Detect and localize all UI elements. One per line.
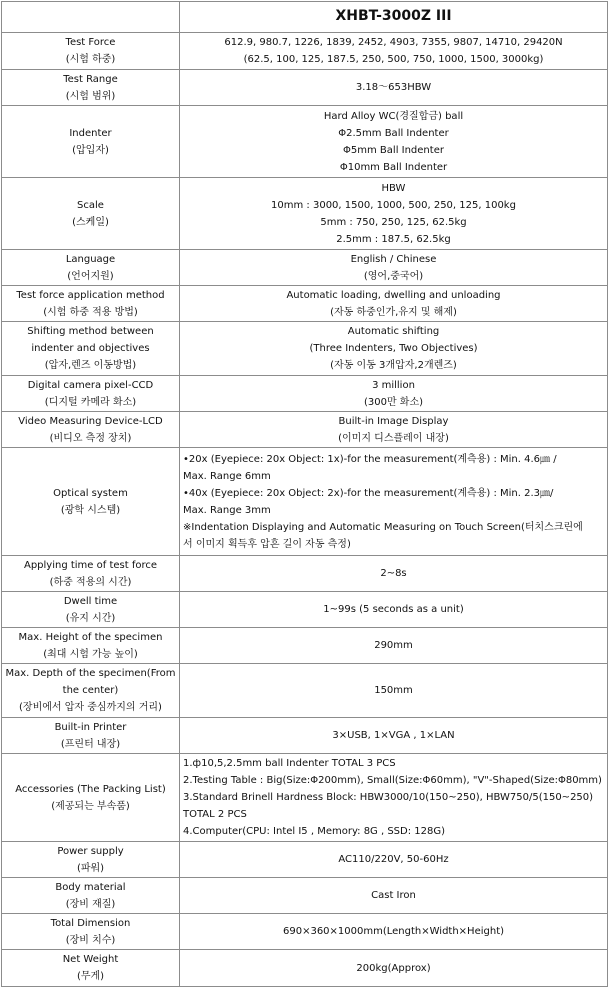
spec-value-line: Cast Iron — [371, 890, 416, 901]
spec-table — [1, 1, 608, 987]
spec-value-line: (자동 이동 3개압자,2개렌즈) — [330, 360, 457, 371]
spec-value-cell — [180, 592, 608, 628]
spec-label-line: (하중 적용의 시간) — [49, 576, 132, 588]
spec-value-line: ※Indentation Displaying and Automatic Measuring on Touch Screen(터치스크린에 — [183, 521, 583, 533]
spec-value-line: 200kg(Approx) — [356, 962, 431, 974]
spec-value-line: Φ5mm Ball Indenter — [343, 144, 444, 156]
spec-value-line: 612.9, 980.7, 1226, 1839, 2452, 4903, 7355, 9807, 14710, 29420N — [224, 37, 563, 48]
spec-value-line: 2~8s — [380, 568, 407, 579]
spec-label-line: (장비 재질) — [65, 898, 116, 910]
spec-row — [2, 842, 608, 878]
spec-label-line: Indenter — [69, 127, 112, 139]
spec-value-cell — [180, 178, 608, 250]
spec-row — [2, 412, 608, 448]
spec-label-line: Max. Depth of the specimen(From — [5, 668, 176, 679]
title-row — [2, 2, 608, 33]
spec-label-line: (언어지원) — [67, 270, 114, 282]
spec-value-line: 3 million — [372, 379, 415, 391]
spec-label-line: (유지 시간) — [65, 612, 116, 624]
spec-value-cell — [180, 106, 608, 178]
spec-value-line: Max. Range 3mm — [183, 504, 271, 516]
spec-label-line: (최대 시험 가능 높이) — [43, 648, 138, 660]
spec-value-cell — [180, 628, 608, 664]
spec-label-cell — [2, 754, 180, 842]
spec-value-line: 서 이미지 획득후 압흔 길이 자동 측정) — [183, 538, 351, 550]
spec-label-line: Optical system — [53, 487, 128, 499]
spec-value-cell — [180, 70, 608, 106]
spec-value-line: 4.Computer(CPU: Intel I5 , Memory: 8G , SSD: 128G) — [183, 826, 446, 837]
spec-label-line: Built-in Printer — [54, 721, 127, 733]
spec-row — [2, 448, 608, 556]
spec-value-cell — [180, 322, 608, 376]
spec-value-line: 2.5mm : 187.5, 62.5kg — [336, 233, 451, 245]
spec-row — [2, 914, 608, 950]
spec-label-line: Test Force — [65, 37, 116, 48]
spec-value-line: (이미지 디스플레이 내장) — [338, 432, 449, 444]
spec-label-cell — [2, 448, 180, 556]
spec-label-line: (시험 하중) — [65, 54, 116, 65]
spec-value-line: •40x (Eyepiece: 20x Object: 2x)-for the measurement(계측용) : Min. 2.3㎛/ — [183, 487, 554, 499]
spec-value-line: (62.5, 100, 125, 187.5, 250, 500, 750, 1000, 1500, 3000kg) — [243, 54, 544, 65]
spec-value-line: Φ10mm Ball Indenter — [339, 161, 448, 173]
spec-label-line: Net Weight — [62, 954, 119, 965]
model-name: XHBT-3000Z III — [335, 8, 452, 24]
spec-value-cell — [180, 33, 608, 70]
spec-label-line: (프린터 내장) — [60, 738, 121, 750]
spec-label-line: Scale — [77, 199, 104, 211]
spec-value-cell — [180, 556, 608, 592]
spec-label-line: Body material — [55, 881, 126, 893]
spec-label-line: Video Measuring Device-LCD — [18, 415, 163, 427]
spec-label-cell — [2, 950, 180, 987]
spec-value-line: 1.ф10,5,2.5mm ball Indenter TOTAL 3 PCS — [183, 758, 396, 769]
spec-row — [2, 70, 608, 106]
spec-label-line: (스케일) — [72, 216, 109, 228]
spec-value-line: HBW — [381, 182, 406, 194]
spec-label-line: (장비 치수) — [65, 934, 116, 946]
spec-label-line: Applying time of test force — [23, 559, 158, 571]
spec-value-line: Hard Alloy WC(경질합금) ball — [323, 110, 464, 122]
spec-value-line: (300만 화소) — [363, 396, 424, 408]
spec-value-line: 150mm — [374, 685, 413, 696]
spec-label-cell — [2, 250, 180, 286]
spec-value-cell — [180, 412, 608, 448]
spec-label-line: (무게) — [76, 971, 105, 982]
spec-value-cell — [180, 664, 608, 718]
spec-value-line: (영어,중국어) — [363, 270, 424, 282]
spec-value-cell — [180, 754, 608, 842]
spec-label-line: (시험 범위) — [65, 90, 116, 102]
spec-label-cell — [2, 592, 180, 628]
spec-label-line: (디지털 카메라 화소) — [44, 396, 137, 408]
spec-row — [2, 592, 608, 628]
spec-row — [2, 950, 608, 987]
spec-label-cell — [2, 322, 180, 376]
spec-value-line: 3.Standard Brinell Hardness Block: HBW3000/10(150~250), HBW750/5(150~250) — [183, 792, 594, 803]
spec-label-cell — [2, 70, 180, 106]
spec-value-line: (자동 하중인가,유지 및 해제) — [330, 306, 457, 318]
spec-value-cell — [180, 250, 608, 286]
spec-label-cell — [2, 878, 180, 914]
spec-label-line: Digital camera pixel-CCD — [27, 379, 154, 391]
spec-row — [2, 754, 608, 842]
spec-label-line: Total Dimension — [50, 917, 131, 929]
spec-label-cell — [2, 412, 180, 448]
spec-value-line: 3.18～653HBW — [355, 82, 432, 93]
spec-label-line: Accessories (The Packing List) — [15, 783, 166, 795]
spec-label-cell — [2, 842, 180, 878]
spec-label-cell — [2, 628, 180, 664]
spec-value-line: English / Chinese — [350, 253, 437, 265]
spec-row — [2, 33, 608, 70]
spec-value-cell — [180, 914, 608, 950]
spec-label-line: Dwell time — [63, 595, 118, 607]
spec-label-line: (장비에서 압자 중심까지의 거리) — [19, 702, 162, 713]
spec-label-line: indenter and objectives — [31, 343, 150, 354]
spec-row — [2, 178, 608, 250]
spec-value-line: 1~99s (5 seconds as a unit) — [323, 604, 464, 615]
spec-label-line: Shifting method between — [27, 326, 154, 337]
spec-value-line: 290mm — [374, 640, 413, 651]
spec-value-line: Max. Range 6mm — [183, 470, 271, 482]
spec-label-cell — [2, 718, 180, 754]
spec-label-cell — [2, 178, 180, 250]
spec-label-cell — [2, 376, 180, 412]
spec-value-line: 2.Testing Table : Big(Size:Φ200mm), Small(Size:Φ60mm), "V"-Shaped(Size:Φ80mm) — [183, 775, 602, 786]
spec-row — [2, 250, 608, 286]
spec-value-line: TOTAL 2 PCS — [183, 809, 247, 820]
spec-value-cell — [180, 878, 608, 914]
spec-label-line: (시험 하중 적용 방법) — [43, 306, 138, 318]
spec-value-line: (Three Indenters, Two Objectives) — [309, 343, 478, 354]
spec-row — [2, 106, 608, 178]
spec-value-line: Automatic shifting — [347, 326, 440, 337]
spec-label-cell — [2, 33, 180, 70]
spec-value-line: •20x (Eyepiece: 20x Object: 1x)-for the measurement(계측용) : Min. 4.6㎛ / — [183, 453, 557, 465]
spec-label-cell — [2, 556, 180, 592]
spec-value-cell — [180, 950, 608, 987]
spec-row — [2, 322, 608, 376]
spec-value-line: 690×360×1000mm(Length×Width×Height) — [282, 926, 505, 937]
title-blank-cell — [2, 2, 180, 33]
spec-label-line: (비디오 측정 장치) — [49, 432, 132, 444]
spec-label-line: (압자,렌즈 이동방법) — [44, 360, 137, 371]
spec-row — [2, 664, 608, 718]
spec-value-cell — [180, 376, 608, 412]
spec-label-line: Power supply — [57, 845, 124, 857]
spec-value-line: Automatic loading, dwelling and unloading — [286, 289, 501, 301]
spec-value-cell — [180, 448, 608, 556]
spec-value-line: 3×USB, 1×VGA , 1×LAN — [332, 730, 455, 741]
spec-label-line: (광학 시스템) — [60, 504, 121, 516]
spec-table-body — [2, 2, 608, 987]
spec-label-cell — [2, 106, 180, 178]
spec-label-cell — [2, 914, 180, 950]
spec-row — [2, 556, 608, 592]
spec-label-line: Max. Height of the specimen — [18, 631, 163, 643]
spec-value-cell — [180, 842, 608, 878]
spec-label-cell — [2, 286, 180, 322]
model-cell — [180, 2, 608, 33]
spec-label-cell — [2, 664, 180, 718]
spec-value-line: 10mm : 3000, 1500, 1000, 500, 250, 125, 100kg — [271, 199, 516, 211]
spec-label-line: (제공되는 부속품) — [51, 800, 130, 812]
spec-label-line: Language — [65, 253, 116, 265]
spec-value-line: Built-in Image Display — [338, 415, 449, 427]
spec-value-line: Φ2.5mm Ball Indenter — [338, 127, 449, 139]
spec-row — [2, 286, 608, 322]
spec-row — [2, 878, 608, 914]
spec-label-line: (파워) — [76, 862, 105, 874]
spec-row — [2, 376, 608, 412]
spec-value-cell — [180, 286, 608, 322]
spec-row — [2, 628, 608, 664]
spec-value-cell — [180, 718, 608, 754]
spec-label-line: Test Range — [63, 73, 118, 85]
spec-row — [2, 718, 608, 754]
spec-label-line: the center) — [62, 685, 119, 696]
spec-label-line: Test force application method — [16, 289, 165, 301]
spec-value-line: AC110/220V, 50-60Hz — [338, 854, 449, 865]
spec-label-line: (압입자) — [72, 144, 109, 156]
spec-value-line: 5mm : 750, 250, 125, 62.5kg — [320, 216, 467, 228]
